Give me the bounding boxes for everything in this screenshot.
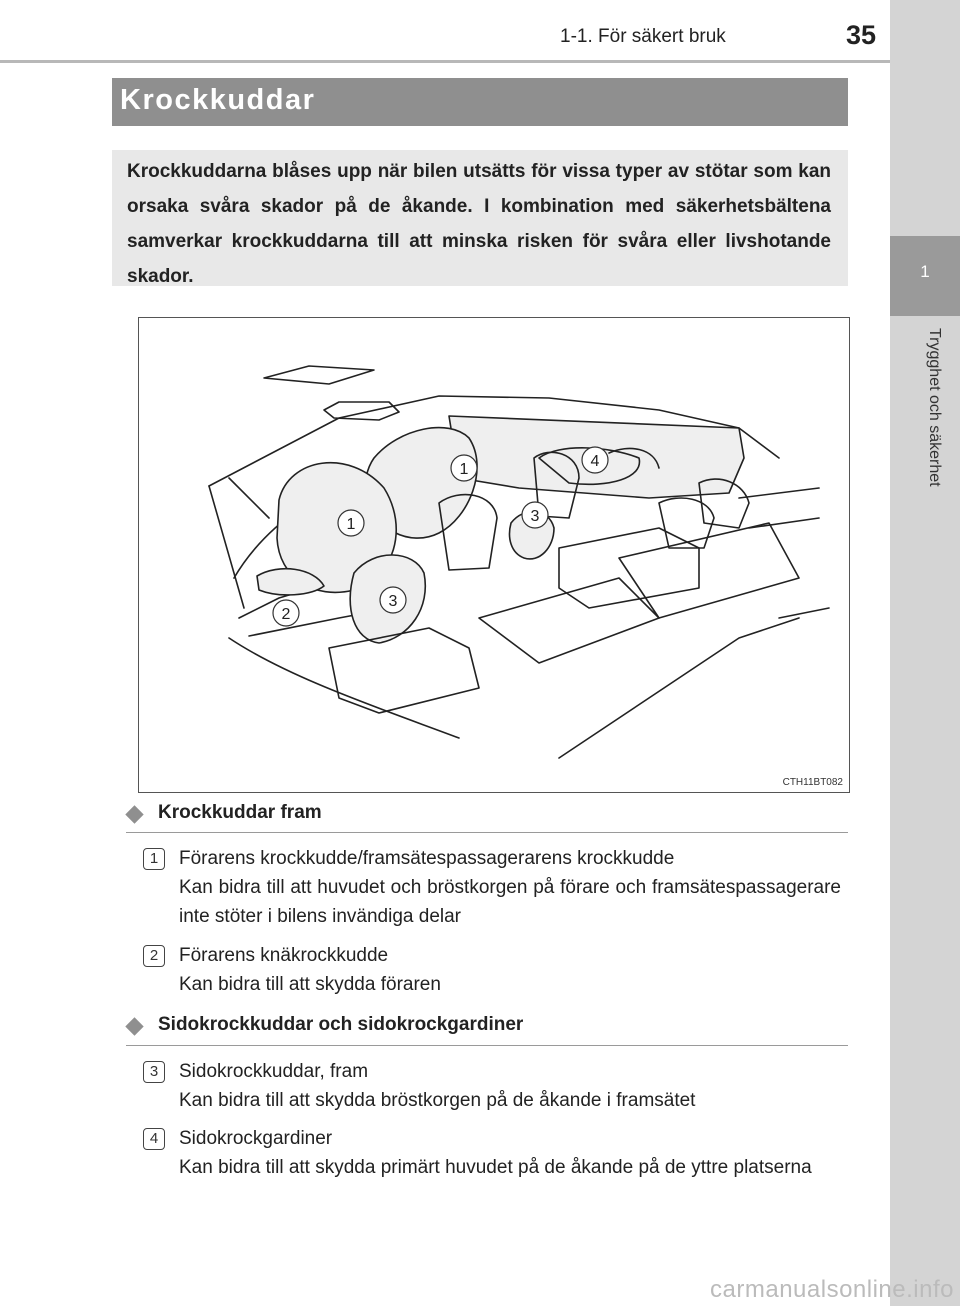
svg-text:4: 4 — [590, 453, 600, 470]
item-title: Förarens knäkrockkudde — [179, 945, 389, 966]
item-number-badge: 1 — [143, 848, 165, 870]
section-title: Krockkuddar fram — [158, 802, 322, 823]
svg-text:1: 1 — [459, 461, 469, 478]
car-interior-drawing — [139, 318, 849, 792]
section-rule — [126, 1045, 848, 1046]
watermark: carmanualsonline.info — [710, 1276, 954, 1303]
item-description: Kan bidra till att huvudet och bröstkorgen på förare och framsätespassagerare inte stöter i bilens invändiga delar — [179, 877, 841, 927]
section-title: Sidokrockkuddar och sidokrockgardiner — [158, 1014, 524, 1035]
chapter-title: Trygghet och säkerhet — [926, 328, 943, 487]
list-item — [179, 941, 841, 999]
svg-text:3: 3 — [388, 593, 398, 610]
callout-3-passenger-side — [522, 502, 548, 528]
item-number-badge: 4 — [143, 1128, 165, 1150]
chapter-side-tab — [890, 0, 960, 1306]
item-description: Kan bidra till att skydda föraren — [179, 974, 441, 995]
diamond-bullet-icon — [125, 805, 143, 823]
callout-3-driver-side — [380, 587, 406, 613]
item-title: Förarens krockkudde/framsätespassagerarens krockkudde — [179, 848, 675, 869]
callout-2-knee — [273, 600, 299, 626]
page-number: 35 — [846, 20, 877, 50]
item-title: Sidokrockkuddar, fram — [179, 1061, 369, 1082]
list-item — [179, 1124, 841, 1182]
figure-code: CTH11BT082 — [782, 777, 843, 788]
section-rule — [126, 832, 848, 833]
intro-text: Krockkuddarna blåses upp när bilen utsätts för vissa typer av stötar som kan orsaka svåra skador på de åkande. I kombination med säkerhetsbältena samverkar krockkuddarna till att minska risken för svåra eller livshotande skador. — [127, 161, 831, 287]
svg-text:1: 1 — [346, 516, 356, 533]
page-title-bar — [112, 78, 848, 126]
chapter-number: 1 — [920, 262, 930, 281]
callout-1-passenger — [451, 455, 477, 481]
callout-1-driver — [338, 510, 364, 536]
list-item — [179, 1057, 841, 1115]
svg-text:2: 2 — [281, 606, 291, 623]
running-header-section: 1-1. För säkert bruk — [560, 26, 726, 47]
item-number-badge: 3 — [143, 1061, 165, 1083]
svg-text:3: 3 — [530, 508, 540, 525]
header-rule — [0, 60, 890, 63]
item-description: Kan bidra till att skydda bröstkorgen på de åkande i framsätet — [179, 1090, 696, 1111]
list-item — [179, 844, 841, 931]
callout-4-curtain — [582, 447, 608, 473]
diamond-bullet-icon — [125, 1017, 143, 1035]
airbag-illustration — [138, 317, 850, 793]
item-title: Sidokrockgardiner — [179, 1128, 333, 1149]
item-number-badge: 2 — [143, 945, 165, 967]
item-description: Kan bidra till att skydda primärt huvudet på de åkande på de yttre platserna — [179, 1157, 812, 1178]
page-title: Krockkuddar — [120, 84, 316, 116]
intro-box — [112, 150, 848, 286]
